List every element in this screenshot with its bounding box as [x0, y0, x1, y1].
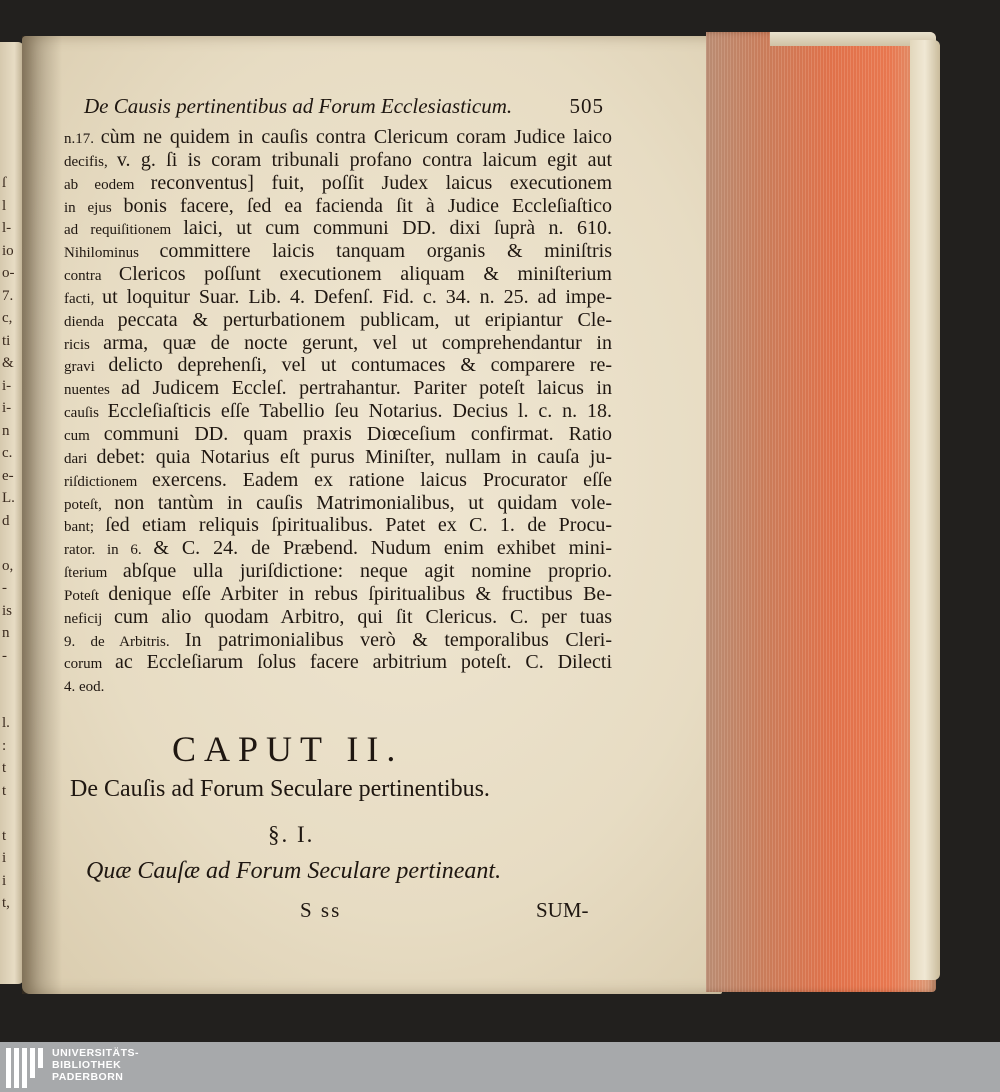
text-line — [64, 560, 612, 583]
library-name-line3: PADERBORN — [52, 1071, 124, 1083]
line-lead: cum — [64, 427, 104, 444]
page-fore-edge — [706, 32, 936, 992]
running-head — [84, 94, 604, 124]
text-line — [64, 263, 612, 286]
line-lead: dari — [64, 450, 97, 467]
line-text: ſed etiam reliquis ſpiritualibus. Patet ex C. 1. de Procu- — [105, 514, 612, 537]
text-line — [64, 309, 612, 332]
line-text: arma, quæ de nocte gerunt, vel ut comprehendantur in — [103, 331, 612, 354]
chapter-heading: CAPUT II. — [172, 729, 404, 769]
catchword: SUM- — [536, 898, 589, 922]
line-text: Clericos poſſunt executionem aliquam & miniſterium — [118, 263, 612, 286]
line-text: ut loquitur Suar. Lib. 4. Defenſ. Fid. c. 34. n. 25. ad impe- — [102, 285, 613, 308]
facing-page-fragments: ſ l l- io o- 7. c, ti & i- i- n c. e- L. d o, - is n - l. : t t t i i t, — [2, 175, 15, 911]
line-text: & C. 24. de Præbend. Nudum enim exhibet mini- — [153, 537, 613, 560]
line-text: non tantùm in cauſis Matrimonialibus, ut quidam vole- — [114, 491, 612, 514]
line-lead: poteſt, — [64, 496, 115, 513]
section-title: Quæ Cauſæ ad Forum Seculare pertineant. — [86, 858, 502, 884]
line-text: laici, ut cum communi DD. dixi ſuprà n. 610. — [183, 217, 612, 240]
line-lead: in ejus — [64, 199, 124, 216]
line-text: Eccleſiaſticis eſſe Tabellio ſeu Notarius. Decius l. c. n. 18. — [107, 400, 612, 423]
line-lead: ad requiſitionem — [64, 222, 184, 239]
text-line — [64, 674, 612, 697]
line-text: denique eſſe Arbiter in rebus ſpiritualibus & fructibus Be- — [108, 582, 612, 605]
line-lead: decifis, — [64, 153, 117, 170]
text-line — [64, 423, 612, 446]
text-line — [64, 217, 612, 240]
footer-bar — [0, 1042, 1000, 1092]
text-line — [64, 537, 612, 560]
text-line — [64, 354, 612, 377]
signature-mark: S ss — [300, 898, 342, 922]
text-line — [64, 195, 612, 218]
line-text: v. g. ſi is coram tribunali profano contra laicum egit aut — [116, 148, 612, 171]
line-lead: 9. de Arbitris. — [64, 633, 185, 650]
line-lead: Nihilominus — [64, 245, 160, 262]
line-lead: dienda — [64, 313, 118, 330]
page-number: 505 — [569, 94, 604, 118]
gutter-shadow — [22, 36, 62, 994]
text-line — [64, 469, 612, 492]
text-line — [64, 172, 612, 195]
line-text: ac Eccleſiarum ſolus facere arbitrium poteſt. C. Dilecti — [114, 651, 612, 674]
line-lead: ricis — [64, 336, 104, 353]
line-lead: rator. in 6. — [64, 542, 154, 559]
body-text — [64, 126, 612, 697]
line-lead: 4. eod. — [64, 679, 105, 696]
text-line — [64, 629, 612, 652]
line-text: committere laicis tanquam organis & miniſtris — [159, 240, 612, 263]
line-lead: riſdictionem — [64, 473, 152, 490]
line-text: abſque ulla juriſdictione: neque agit nomine proprio. — [122, 560, 612, 583]
text-line — [64, 332, 612, 355]
text-line — [64, 149, 612, 172]
text-line — [64, 377, 612, 400]
line-lead: corum — [64, 656, 115, 673]
line-lead: gravi — [64, 359, 109, 376]
line-lead: contra — [64, 268, 119, 285]
library-name — [52, 1047, 172, 1083]
line-lead: cauſis — [64, 405, 108, 422]
line-text: peccata & perturbationem publicam, ut eripiantur Cle- — [117, 308, 612, 331]
line-text: communi DD. quam praxis Diœceſium confirmat. Ratio — [103, 422, 613, 445]
chapter-subtitle: De Cauſis ad Forum Seculare pertinentibus. — [70, 776, 490, 802]
line-text: cùm ne quidem in cauſis contra Clericum coram Judice laico — [100, 126, 613, 148]
line-text: delicto deprehenſi, vel ut contumaces & comparere re- — [108, 354, 612, 377]
line-lead: facti, — [64, 290, 103, 307]
line-text: bonis facere, ſed ea facienda ſit à Judice Eccleſiaſtico — [123, 194, 612, 217]
line-text: reconventus] fuit, poſſit Judex laicus executionem — [150, 171, 613, 194]
running-head-title: De Causis pertinentibus ad Forum Ecclesiasticum. — [84, 94, 513, 118]
text-line — [64, 240, 612, 263]
text-line — [64, 583, 612, 606]
text-line — [64, 492, 612, 515]
text-line — [64, 606, 612, 629]
line-lead: neficij — [64, 610, 114, 627]
section-mark: §. I. — [268, 822, 315, 847]
line-lead: nuentes — [64, 382, 122, 399]
text-line — [64, 400, 612, 423]
line-text: exercens. Eadem ex ratione laicus Procurator eſſe — [151, 468, 612, 491]
library-logo-icon — [6, 1048, 48, 1088]
text-line — [64, 126, 612, 149]
text-line — [64, 286, 612, 309]
line-lead: Poteſt — [64, 587, 109, 604]
cover-edge — [910, 40, 940, 980]
line-lead: ſterium — [64, 565, 123, 582]
line-text: ad Judicem Eccleſ. pertrahantur. Pariter poteſt laicus in — [121, 377, 612, 400]
library-name-line2: BIBLIOTHEK — [52, 1059, 122, 1071]
line-text: debet: quia Notarius eſt purus Miniſter, nullam in cauſa ju- — [96, 445, 612, 468]
facing-page-edge — [0, 42, 24, 984]
text-line — [64, 514, 612, 537]
line-text: In patrimonialibus verò & temporalibus Cleri- — [184, 628, 612, 651]
line-lead: ab eodem — [64, 176, 151, 193]
text-line — [64, 651, 612, 674]
text-line — [64, 446, 612, 469]
line-lead: n.17. — [64, 131, 101, 147]
library-name-line1: UNIVERSITÄTS- — [52, 1047, 140, 1059]
line-lead: bant; — [64, 519, 106, 536]
line-text: cum alio quodam Arbitro, qui ſit Clericus. C. per tuas — [114, 605, 612, 628]
